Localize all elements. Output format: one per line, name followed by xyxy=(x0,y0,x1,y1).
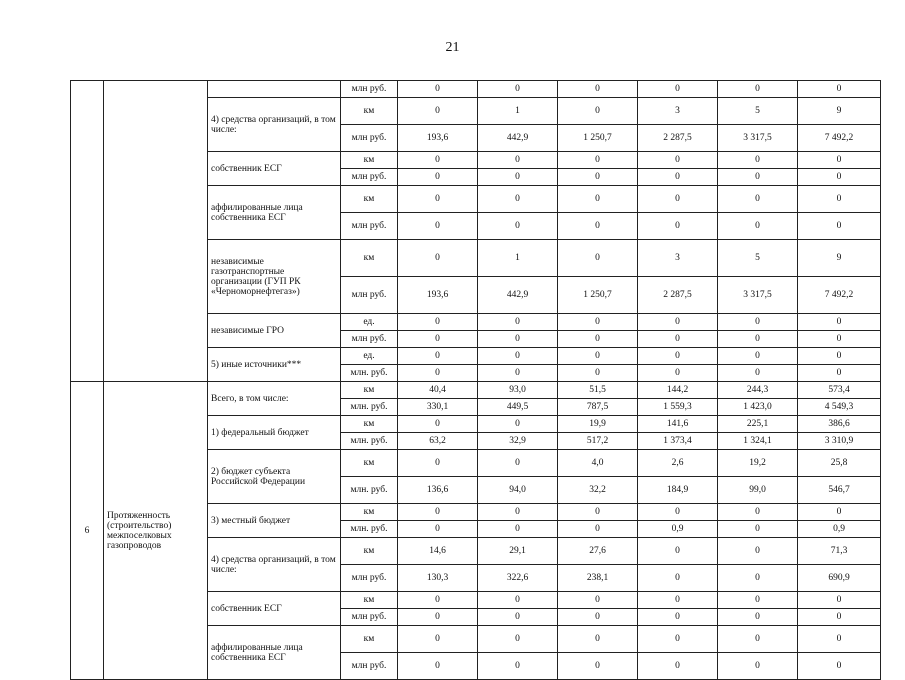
value-cell: 25,8 xyxy=(798,450,881,477)
value-cell: 3 317,5 xyxy=(718,125,798,152)
row-label-cell xyxy=(208,314,341,348)
value-cell: 0 xyxy=(558,169,638,186)
row-label-cell xyxy=(208,98,341,152)
value-cell: 0 xyxy=(718,81,798,98)
value-cell: 573,4 xyxy=(798,382,881,399)
unit-cell: км xyxy=(341,626,398,653)
value-cell: 193,6 xyxy=(398,277,478,314)
row-label-cell xyxy=(208,538,341,592)
value-cell: 9 xyxy=(798,98,881,125)
value-cell: 14,6 xyxy=(398,538,478,565)
value-cell: 0 xyxy=(638,81,718,98)
value-cell: 32,2 xyxy=(558,477,638,504)
value-cell: 0 xyxy=(718,169,798,186)
unit-cell: км xyxy=(341,416,398,433)
value-cell: 0 xyxy=(718,653,798,680)
value-cell: 0 xyxy=(398,331,478,348)
unit-cell: млн. руб. xyxy=(341,477,398,504)
row-label: независимые ГРО xyxy=(211,325,284,336)
row-label-cell xyxy=(208,416,341,450)
value-cell: 0 xyxy=(398,365,478,382)
section-title: Протяженность (строительство) межпоселковых газопроводов xyxy=(107,510,172,551)
value-cell: 0 xyxy=(798,314,881,331)
value-cell: 0 xyxy=(558,152,638,169)
value-cell: 7 492,2 xyxy=(798,125,881,152)
value-cell: 0 xyxy=(718,565,798,592)
value-cell: 51,5 xyxy=(558,382,638,399)
unit-cell: млн руб. xyxy=(341,213,398,240)
value-cell: 0 xyxy=(798,213,881,240)
value-cell: 238,1 xyxy=(558,565,638,592)
value-cell: 0 xyxy=(638,213,718,240)
value-cell: 0 xyxy=(798,653,881,680)
value-cell: 0 xyxy=(398,416,478,433)
unit-cell: км xyxy=(341,592,398,609)
value-cell: 0 xyxy=(638,348,718,365)
value-cell: 99,0 xyxy=(718,477,798,504)
row-label-cell xyxy=(208,152,341,186)
value-cell: 0 xyxy=(398,653,478,680)
value-cell: 1 xyxy=(478,98,558,125)
value-cell: 2 287,5 xyxy=(638,277,718,314)
row-label-cell xyxy=(208,382,341,416)
unit-cell: млн руб. xyxy=(341,331,398,348)
value-cell: 0 xyxy=(558,521,638,538)
value-cell: 0 xyxy=(718,521,798,538)
value-cell: 0 xyxy=(638,609,718,626)
unit-cell: млн. руб. xyxy=(341,365,398,382)
value-cell: 0 xyxy=(718,331,798,348)
value-cell: 0 xyxy=(478,609,558,626)
value-cell: 0 xyxy=(398,98,478,125)
value-cell: 0 xyxy=(558,186,638,213)
value-cell: 0 xyxy=(718,186,798,213)
value-cell: 1 250,7 xyxy=(558,277,638,314)
value-cell: 0 xyxy=(478,348,558,365)
value-cell: 94,0 xyxy=(478,477,558,504)
value-cell: 63,2 xyxy=(398,433,478,450)
value-cell: 144,2 xyxy=(638,382,718,399)
value-cell: 29,1 xyxy=(478,538,558,565)
value-cell: 0 xyxy=(478,213,558,240)
table-row xyxy=(71,382,881,399)
value-cell: 0 xyxy=(558,240,638,277)
section-number: 6 xyxy=(84,525,90,536)
value-cell: 1 250,7 xyxy=(558,125,638,152)
value-cell: 1 324,1 xyxy=(718,433,798,450)
value-cell: 1 423,0 xyxy=(718,399,798,416)
value-cell: 0 xyxy=(398,450,478,477)
value-cell: 184,9 xyxy=(638,477,718,504)
value-cell: 3 xyxy=(638,240,718,277)
row-label: собственник ЕСГ xyxy=(211,603,282,614)
value-cell: 0 xyxy=(398,213,478,240)
value-cell: 386,6 xyxy=(798,416,881,433)
value-cell: 0 xyxy=(558,314,638,331)
value-cell: 0 xyxy=(798,152,881,169)
value-cell: 0 xyxy=(478,504,558,521)
value-cell: 40,4 xyxy=(398,382,478,399)
unit-cell: км xyxy=(341,240,398,277)
value-cell: 0 xyxy=(718,152,798,169)
row-label: 2) бюджет субъекта Российской Федерации xyxy=(211,466,306,487)
unit-cell: млн руб. xyxy=(341,169,398,186)
value-cell: 0 xyxy=(558,98,638,125)
value-cell: 0 xyxy=(398,592,478,609)
value-cell: 5 xyxy=(718,240,798,277)
value-cell: 0 xyxy=(798,169,881,186)
value-cell: 0 xyxy=(638,331,718,348)
row-label-cell xyxy=(208,186,341,240)
row-label-cell xyxy=(208,240,341,314)
row-label: 3) местный бюджет xyxy=(211,515,291,526)
value-cell: 0 xyxy=(798,609,881,626)
value-cell: 93,0 xyxy=(478,382,558,399)
value-cell: 244,3 xyxy=(718,382,798,399)
value-cell: 5 xyxy=(718,98,798,125)
value-cell: 0 xyxy=(478,365,558,382)
value-cell: 0 xyxy=(638,565,718,592)
value-cell: 0 xyxy=(638,152,718,169)
unit-cell: ед. xyxy=(341,314,398,331)
value-cell: 0 xyxy=(478,186,558,213)
unit-cell: млн. руб. xyxy=(341,399,398,416)
value-cell: 141,6 xyxy=(638,416,718,433)
value-cell: 0,9 xyxy=(638,521,718,538)
unit-cell: млн. руб. xyxy=(341,433,398,450)
value-cell: 19,2 xyxy=(718,450,798,477)
value-cell: 0 xyxy=(798,592,881,609)
unit-cell: км xyxy=(341,152,398,169)
value-cell: 0 xyxy=(718,592,798,609)
page-number: 21 xyxy=(445,40,460,55)
row-label-cell xyxy=(208,504,341,538)
value-cell: 0 xyxy=(638,592,718,609)
value-cell: 0 xyxy=(718,538,798,565)
value-cell: 7 492,2 xyxy=(798,277,881,314)
value-cell: 0 xyxy=(718,365,798,382)
value-cell: 0 xyxy=(718,314,798,331)
value-cell: 4,0 xyxy=(558,450,638,477)
value-cell: 0 xyxy=(558,81,638,98)
value-cell: 1 559,3 xyxy=(638,399,718,416)
unit-cell: млн руб. xyxy=(341,609,398,626)
value-cell: 0 xyxy=(398,240,478,277)
value-cell: 71,3 xyxy=(798,538,881,565)
value-cell: 2,6 xyxy=(638,450,718,477)
value-cell: 546,7 xyxy=(798,477,881,504)
value-cell: 0 xyxy=(478,416,558,433)
value-cell: 0 xyxy=(638,186,718,213)
value-cell: 0 xyxy=(798,81,881,98)
value-cell: 0 xyxy=(718,348,798,365)
unit-cell: км xyxy=(341,538,398,565)
value-cell: 330,1 xyxy=(398,399,478,416)
value-cell: 3 310,9 xyxy=(798,433,881,450)
unit-cell: млн руб. xyxy=(341,125,398,152)
value-cell: 0 xyxy=(798,348,881,365)
value-cell: 0 xyxy=(478,653,558,680)
value-cell: 449,5 xyxy=(478,399,558,416)
value-cell: 0 xyxy=(798,504,881,521)
value-cell: 0 xyxy=(638,365,718,382)
row-label-cell xyxy=(208,450,341,504)
unit-cell: км xyxy=(341,186,398,213)
value-cell: 0 xyxy=(558,365,638,382)
value-cell: 0 xyxy=(638,653,718,680)
value-cell: 9 xyxy=(798,240,881,277)
value-cell: 0 xyxy=(398,152,478,169)
row-label: 1) федеральный бюджет xyxy=(211,427,309,438)
unit-cell: ед. xyxy=(341,348,398,365)
value-cell: 0 xyxy=(558,348,638,365)
value-cell: 0 xyxy=(558,592,638,609)
unit-cell: млн руб. xyxy=(341,565,398,592)
value-cell: 3 xyxy=(638,98,718,125)
value-cell: 0 xyxy=(638,169,718,186)
value-cell: 0 xyxy=(398,314,478,331)
value-cell: 0 xyxy=(398,504,478,521)
value-cell: 27,6 xyxy=(558,538,638,565)
value-cell: 19,9 xyxy=(558,416,638,433)
row-label-cell xyxy=(208,348,341,382)
value-cell: 0 xyxy=(398,186,478,213)
value-cell: 0 xyxy=(398,169,478,186)
funding-table xyxy=(70,80,881,680)
value-cell: 130,3 xyxy=(398,565,478,592)
row-label-cell xyxy=(208,81,341,98)
unit-cell: млн руб. xyxy=(341,653,398,680)
value-cell: 0 xyxy=(638,538,718,565)
value-cell: 0 xyxy=(718,504,798,521)
value-cell: 4 549,3 xyxy=(798,399,881,416)
value-cell: 32,9 xyxy=(478,433,558,450)
value-cell: 0 xyxy=(718,626,798,653)
section-title-cell xyxy=(104,382,208,680)
value-cell: 1 xyxy=(478,240,558,277)
section-title-cell xyxy=(104,81,208,382)
value-cell: 0 xyxy=(478,169,558,186)
value-cell: 0 xyxy=(558,609,638,626)
value-cell: 0 xyxy=(638,626,718,653)
value-cell: 442,9 xyxy=(478,277,558,314)
value-cell: 193,6 xyxy=(398,125,478,152)
section-number-cell xyxy=(71,382,104,680)
value-cell: 0 xyxy=(478,331,558,348)
row-label: аффилированные лица собственника ЕСГ xyxy=(211,202,303,223)
row-label: Всего, в том числе: xyxy=(211,393,289,404)
value-cell: 0 xyxy=(398,609,478,626)
unit-cell: км xyxy=(341,504,398,521)
value-cell: 442,9 xyxy=(478,125,558,152)
value-cell: 136,6 xyxy=(398,477,478,504)
row-label: 4) средства организаций, в том числе: xyxy=(211,114,336,135)
section-number-cell xyxy=(71,81,104,382)
unit-cell: км xyxy=(341,382,398,399)
value-cell: 0 xyxy=(478,626,558,653)
row-label-cell xyxy=(208,592,341,626)
value-cell: 0 xyxy=(398,81,478,98)
value-cell: 322,6 xyxy=(478,565,558,592)
unit-cell: км xyxy=(341,450,398,477)
value-cell: 0 xyxy=(718,213,798,240)
value-cell: 0 xyxy=(478,152,558,169)
value-cell: 0 xyxy=(478,81,558,98)
value-cell: 0 xyxy=(398,521,478,538)
value-cell: 0 xyxy=(558,213,638,240)
value-cell: 3 317,5 xyxy=(718,277,798,314)
row-label: 5) иные источники*** xyxy=(211,359,302,370)
value-cell: 0 xyxy=(798,331,881,348)
value-cell: 0,9 xyxy=(798,521,881,538)
value-cell: 690,9 xyxy=(798,565,881,592)
value-cell: 0 xyxy=(478,521,558,538)
value-cell: 0 xyxy=(798,626,881,653)
unit-cell: млн руб. xyxy=(341,81,398,98)
row-label: аффилированные лица собственника ЕСГ xyxy=(211,642,303,663)
row-label: собственник ЕСГ xyxy=(211,163,282,174)
value-cell: 225,1 xyxy=(718,416,798,433)
value-cell: 0 xyxy=(558,331,638,348)
row-label: 4) средства организаций, в том числе: xyxy=(211,554,336,575)
row-label-cell xyxy=(208,626,341,680)
value-cell: 0 xyxy=(638,314,718,331)
value-cell: 0 xyxy=(798,186,881,213)
value-cell: 0 xyxy=(478,592,558,609)
value-cell: 0 xyxy=(798,365,881,382)
value-cell: 0 xyxy=(558,626,638,653)
table-body xyxy=(71,81,881,680)
value-cell: 0 xyxy=(398,348,478,365)
value-cell: 0 xyxy=(398,626,478,653)
value-cell: 787,5 xyxy=(558,399,638,416)
value-cell: 517,2 xyxy=(558,433,638,450)
value-cell: 0 xyxy=(558,504,638,521)
value-cell: 0 xyxy=(558,653,638,680)
value-cell: 0 xyxy=(718,609,798,626)
value-cell: 2 287,5 xyxy=(638,125,718,152)
value-cell: 0 xyxy=(478,314,558,331)
value-cell: 0 xyxy=(638,504,718,521)
unit-cell: км xyxy=(341,98,398,125)
table-row xyxy=(71,81,881,98)
unit-cell: млн. руб. xyxy=(341,521,398,538)
value-cell: 0 xyxy=(478,450,558,477)
unit-cell: млн руб. xyxy=(341,277,398,314)
value-cell: 1 373,4 xyxy=(638,433,718,450)
row-label: независимые газотранспортные организации (ГУП РК «Черноморнефтегаз») xyxy=(211,256,301,297)
